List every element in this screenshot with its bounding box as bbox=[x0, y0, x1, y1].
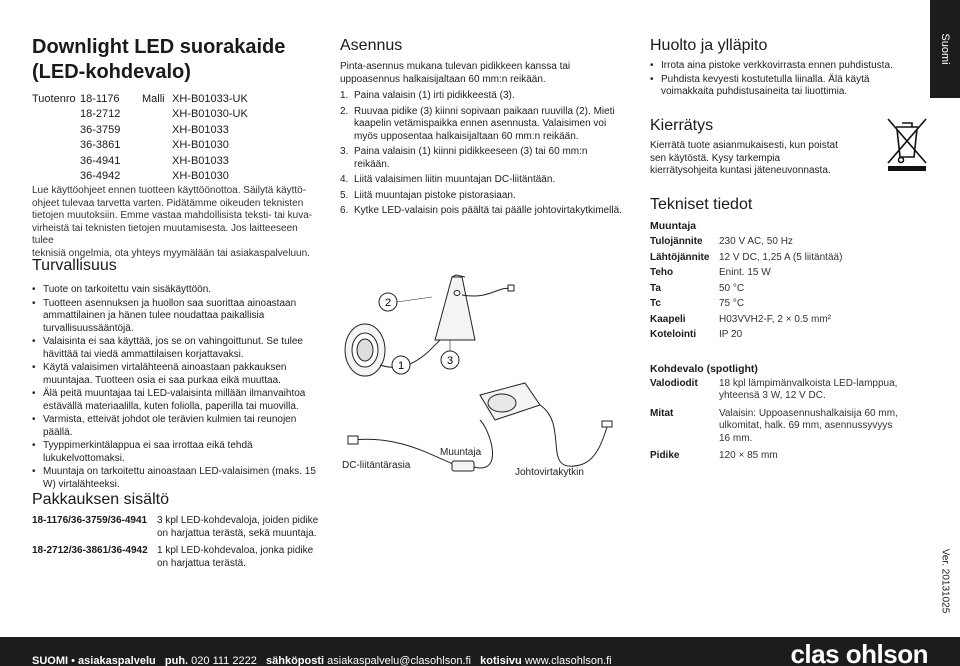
svg-text:1: 1 bbox=[397, 360, 405, 372]
product-model: XH-B01033 bbox=[172, 123, 229, 136]
spec-row: Ta 50 °C bbox=[650, 282, 745, 294]
safety-item: • Muuntaja on tarkoitettu ainoastaan LED-valaisimen (maks. 15 W) virtalähteeksi. bbox=[32, 466, 322, 491]
installation-heading: Asennus bbox=[340, 37, 403, 54]
transformer-subheading: Muuntaja bbox=[650, 220, 697, 232]
safety-item: • Tuotteen asennuksen ja huollon saa suorittaa ainoastaan ammattilainen ja hänen tulee noudattaa paikallisia turvallisuussääntöjä. bbox=[32, 298, 322, 336]
switch-label: Johtovirtakytkin bbox=[515, 467, 584, 478]
spot-specs bbox=[650, 378, 900, 463]
package-heading: Pakkauksen sisältö bbox=[32, 491, 169, 508]
callout-3 bbox=[441, 340, 459, 369]
spec-row: Lähtöjännite 12 V DC, 1,25 A (5 liitäntää) bbox=[650, 251, 843, 263]
footer-phone: 020 111 2222 bbox=[191, 655, 257, 666]
transformer-specs bbox=[650, 234, 900, 343]
product-row bbox=[32, 138, 322, 153]
page-title: Downlight LED suorakaide (LED-kohdevalo) bbox=[32, 36, 286, 83]
package-codes: 18-1176/36-3759/36-4941 bbox=[32, 515, 148, 526]
product-number-label: Tuotenro bbox=[32, 93, 76, 105]
footer-email[interactable]: asiakaspalvelu@clasohlson.fi bbox=[327, 655, 471, 666]
footer-contact bbox=[32, 655, 612, 666]
package-desc: 3 kpl LED-kohdevaloja, joiden pidike on harjattua terästä, sekä muuntaja. bbox=[157, 515, 319, 539]
safety-item: • Varmista, etteivät johdot ole terävien kulmien tai reunojen päällä. bbox=[32, 414, 322, 439]
dc-connector-label: DC-liitäntärasia bbox=[342, 460, 411, 471]
callout-2 bbox=[379, 293, 432, 311]
product-number: 18-1176 bbox=[80, 93, 120, 105]
maintenance-list bbox=[650, 60, 900, 99]
safety-section bbox=[32, 256, 322, 492]
installation-step: 1. Paina valaisin (1) irti pidikkeestä (3). bbox=[340, 90, 515, 101]
intro-line: Lue käyttöohjeet ennen tuotteen käyttöönottoa. Säilytä käyttö- bbox=[32, 185, 307, 196]
spec-row: Tc 75 °C bbox=[650, 298, 745, 309]
spot-subheading: Kohdevalo (spotlight) bbox=[650, 362, 758, 375]
intro-line: virheistä tai teknisten tietojen muutamisesta. Jos laitteeseen tulee bbox=[32, 222, 298, 246]
product-model: XH-B01030 bbox=[172, 170, 229, 182]
footer-web-label: kotisivu bbox=[480, 655, 522, 666]
package-codes: 18-2712/36-3861/36-4942 bbox=[32, 545, 148, 556]
footer-phone-label: puh. bbox=[164, 655, 189, 666]
callout-1 bbox=[392, 356, 410, 374]
maintenance-section bbox=[650, 36, 900, 100]
specs-section bbox=[650, 195, 900, 468]
svg-text:2: 2 bbox=[384, 297, 392, 309]
product-row bbox=[32, 154, 322, 169]
safety-heading: Turvallisuus bbox=[32, 257, 117, 274]
safety-item: • Käytä valaisimen virtalähteenä ainoastaan pakkauksen muuntajaa. Tuotteen osia ei saa purkaa eikä muuttaa. bbox=[32, 362, 322, 387]
footer-bar bbox=[0, 637, 960, 666]
package-desc: 1 kpl LED-kohdevaloa, jonka pidike on harjattua terästä. bbox=[157, 545, 314, 569]
product-row bbox=[32, 92, 322, 107]
language-tab bbox=[930, 0, 960, 98]
spec-row: Pidike 120 × 85 mm bbox=[650, 450, 778, 461]
package-row bbox=[32, 515, 322, 540]
weee-bin-icon bbox=[882, 113, 932, 173]
product-number: 36-3759 bbox=[80, 123, 121, 136]
intro-line: teknisiä ongelmia, ota yhteys myymälään tai asiakaspalveluun. bbox=[32, 247, 310, 259]
safety-list bbox=[32, 284, 322, 491]
svg-text:3: 3 bbox=[446, 355, 454, 367]
installation-step: 3. Paina valaisin (1) kiinni pidikkeeseen (3) tai 60 mm:n reikään. bbox=[340, 146, 588, 170]
column-middle bbox=[340, 0, 630, 637]
installation-step: 2. Ruuvaa pidike (3) kiinni sopivaan paikaan ruuvilla (2). Mieti kaapelin vetämispaikka ennen asennusta. Valaisimen voi myös upposentaa halkaisijaltaan 60 mm:n reikään. bbox=[340, 105, 615, 142]
spec-row: Tulojännite 230 V AC, 50 Hz bbox=[650, 236, 793, 247]
product-row bbox=[32, 123, 322, 138]
safety-item: • Valaisinta ei saa käyttää, jos se on vahingoittunut. Se tulee hävittää tai viedä ammattilaisen korjattavaksi. bbox=[32, 336, 322, 361]
column-left bbox=[32, 0, 322, 637]
second-spotlight-illustration bbox=[480, 383, 612, 466]
language-label: Suomi bbox=[939, 33, 951, 65]
safety-item: • Tyyppimerkintälappua ei saa irrottaa eikä tehdä lukukelvottomaksi. bbox=[32, 440, 322, 465]
footer-country: SUOMI bbox=[32, 655, 69, 666]
product-number: 36-4941 bbox=[80, 154, 121, 167]
installation-step: 4. Liitä valaisimen liitin muuntajan DC-liitäntään. bbox=[340, 174, 556, 185]
footer-email-label: sähköposti bbox=[266, 655, 325, 666]
spec-row: Mitat Valaisin: Uppoasennushalkaisija 60 mm, ulkomitat, halk. 69 mm, asennussyvyys 16 mm. bbox=[650, 407, 898, 444]
product-model: XH-B01030 bbox=[172, 139, 229, 152]
bracket-illustration bbox=[435, 275, 514, 340]
package-row bbox=[32, 545, 322, 570]
product-model: XH-B01033-UK bbox=[172, 93, 248, 105]
product-model: XH-B01030-UK bbox=[172, 108, 248, 121]
specs-heading: Tekniset tiedot bbox=[650, 196, 753, 213]
installation-intro: Pinta-asennus mukana tulevan pidikkeen kanssa tai uppoasennus halkaisijaltaan 60 mm:n reikään. bbox=[340, 61, 571, 85]
footer-sep: • bbox=[71, 655, 75, 666]
spec-row: Teho Enint. 15 W bbox=[650, 267, 771, 278]
maintenance-item: • Irrota aina pistoke verkkovirrasta ennen puhdistusta. bbox=[650, 60, 900, 73]
product-number: 18-2712 bbox=[80, 108, 121, 121]
installation-step: 6. Kytke LED-valaisin pois päältä tai päälle johtovirtakytkimellä. bbox=[340, 205, 622, 216]
maintenance-item: • Puhdista kevyesti kostutetulla liinalla. Älä käytä voimakkaita puhdistusaineita tai liuottimia. bbox=[650, 74, 900, 99]
product-number: 36-4942 bbox=[80, 170, 121, 182]
installation-steps bbox=[340, 90, 625, 218]
installation-step: 5. Liitä muuntajan pistoke pistorasiaan. bbox=[340, 189, 516, 201]
column-right bbox=[650, 0, 900, 637]
product-number: 36-3861 bbox=[80, 139, 121, 152]
recycling-text: Kierrätä tuote asianmukaisesti, kun poistat sen käytöstä. Kysy tarkempia kierrätysohjeita kuntasi jäteneuvonnasta. bbox=[650, 140, 838, 176]
recycling-heading: Kierrätys bbox=[650, 117, 714, 134]
safety-item: • Älä peitä muuntajaa tai LED-valaisinta millään ilmanvaihtoa estävällä materiaalilla, kuten foliolla, paperilla tai muovilla. bbox=[32, 388, 322, 413]
spec-row: Kotelointi IP 20 bbox=[650, 329, 743, 340]
intro-line: ohjeet tulevaa tarvetta varten. Pidätämme oikeuden teknisten bbox=[32, 197, 304, 209]
footer-web[interactable]: www.clasohlson.fi bbox=[524, 655, 612, 666]
recycling-section bbox=[650, 116, 900, 178]
transformer-label: Muuntaja bbox=[440, 447, 482, 458]
model-label: Malli bbox=[142, 93, 165, 105]
product-model: XH-B01033 bbox=[172, 154, 229, 167]
footer-cs-label: asiakaspalvelu bbox=[78, 655, 156, 666]
intro-line: tietojen muutoksiin. Emme vastaa mahdollisista teksti- tai kuva- bbox=[32, 210, 313, 221]
brand-logo: clas ohlson bbox=[790, 639, 928, 666]
product-row bbox=[32, 169, 322, 184]
version-stamp bbox=[930, 548, 960, 614]
product-row bbox=[32, 107, 322, 122]
maintenance-heading: Huolto ja ylläpito bbox=[650, 37, 768, 54]
spec-row: Valodiodit 18 kpl lämpimänvalkoista LED-lamppua, yhteensä 3 W, 12 V DC. bbox=[650, 377, 898, 401]
version-label: Ver. 20131025 bbox=[939, 548, 951, 614]
intro-text bbox=[32, 185, 322, 260]
installation-figure bbox=[340, 255, 630, 495]
spec-row: Kaapeli H03VVH2-F, 2 × 0.5 mm² bbox=[650, 313, 831, 325]
product-table bbox=[32, 92, 322, 192]
installation-section bbox=[340, 36, 630, 221]
safety-item: • Tuote on tarkoitettu vain sisäkäyttöön. bbox=[32, 284, 322, 297]
package-section bbox=[32, 490, 322, 575]
